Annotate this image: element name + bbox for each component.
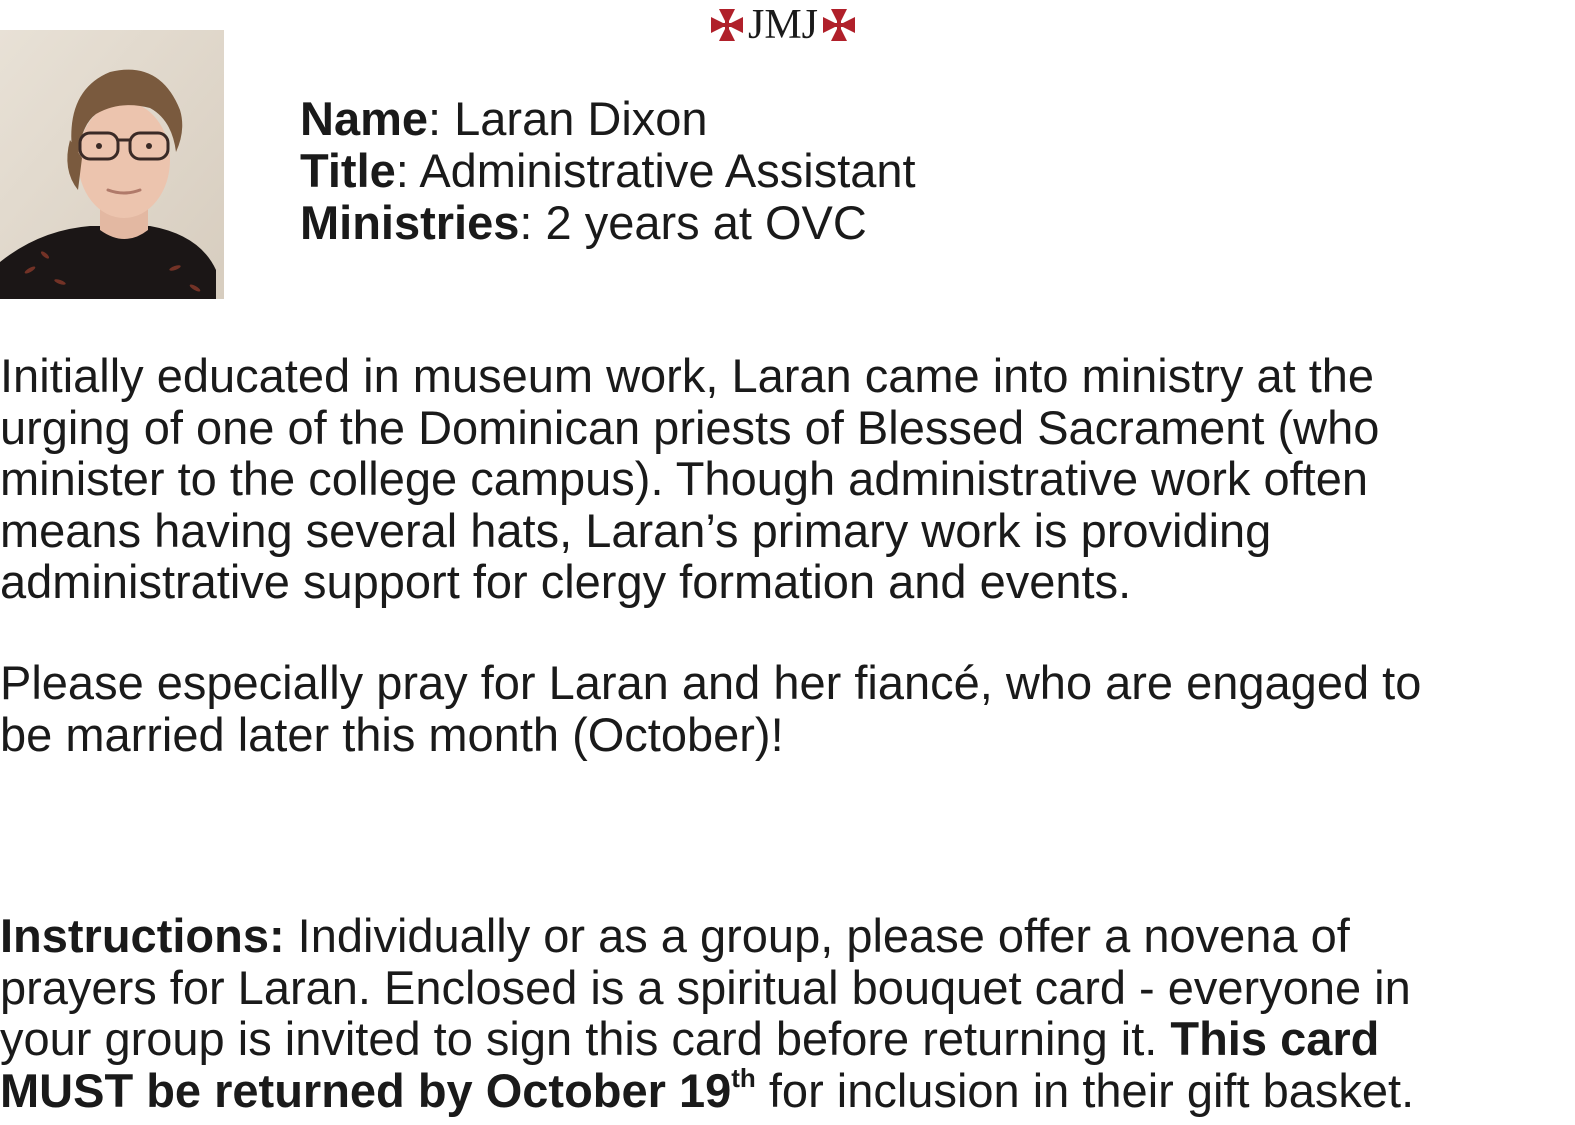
prayer-line: Please especially pray for Laran and her fiancé, who are engaged to <box>0 656 1422 709</box>
jmj-monogram: JMJ <box>747 2 819 48</box>
name-separator: : <box>428 92 455 145</box>
title-label: Title <box>300 144 396 197</box>
bio-line: administrative support for clergy formation and events. <box>0 555 1132 608</box>
instructions-text: for inclusion in their gift basket. <box>755 1063 1415 1117</box>
ministries-separator: : <box>519 196 546 249</box>
instructions-line: prayers for Laran. Enclosed is a spiritual bouquet card - everyone in <box>0 960 1411 1014</box>
cross-pattee-icon-right <box>821 7 857 43</box>
deadline-text: MUST be returned by October 19 <box>0 1063 732 1117</box>
instructions-line <box>0 1062 1575 1117</box>
name-value: Laran Dixon <box>454 92 708 145</box>
title-value: Administrative Assistant <box>419 144 916 197</box>
instructions-text: your group is invited to sign this card before returning it. <box>0 1012 1171 1065</box>
instructions-line <box>0 1013 1575 1065</box>
deadline-emphasis <box>0 1064 756 1117</box>
instructions-paragraph <box>0 910 1575 1116</box>
bio-line: means having several hats, Laran’s primary work is providing <box>0 503 1272 557</box>
cross-pattee-icon-left <box>709 7 745 43</box>
instructions-label: Instructions: <box>0 909 285 962</box>
bio-line: Initially educated in museum work, Laran came into ministry at the <box>0 349 1375 402</box>
prayer-line: be married later this month (October)! <box>0 707 784 761</box>
ministries-value: 2 years at OVC <box>545 196 867 249</box>
bio-line: urging of one of the Dominican priests of Blessed Sacrament (who <box>0 400 1380 454</box>
portrait-photo <box>0 30 224 299</box>
bio-paragraph <box>0 350 1575 608</box>
instructions-line <box>0 910 1575 962</box>
bio-line: minister to the college campus). Though administrative work often <box>0 452 1369 505</box>
title-row <box>300 145 916 197</box>
ordinal-suffix: th <box>731 1062 756 1093</box>
prayer-paragraph <box>0 657 1575 760</box>
name-label: Name <box>300 92 429 145</box>
title-separator: : <box>395 144 420 197</box>
ministries-label: Ministries <box>300 196 520 249</box>
name-row <box>300 93 916 145</box>
profile-info <box>300 93 916 249</box>
instructions-text: Individually or as a group, please offer a novena of <box>284 909 1350 962</box>
jmj-header-mark <box>708 2 858 48</box>
ministries-row <box>300 197 916 249</box>
deadline-emphasis: This card <box>1170 1012 1380 1065</box>
